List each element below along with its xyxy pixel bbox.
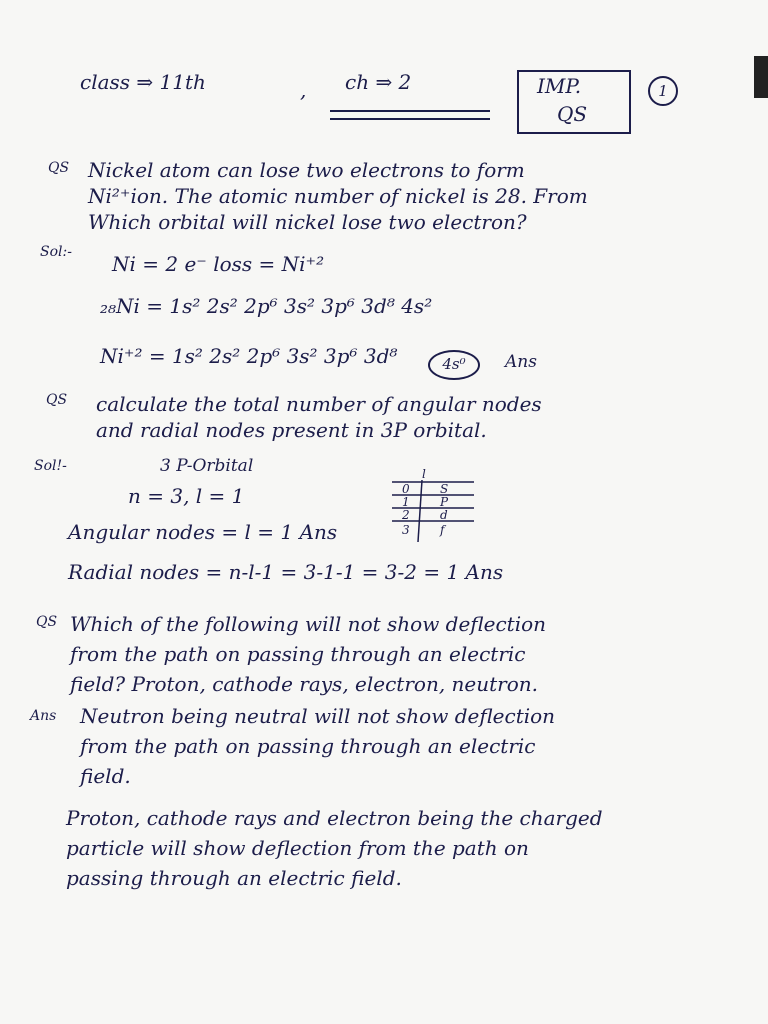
sol2-angular-nodes: Angular nodes = l = 1 Ans [68, 520, 338, 544]
table-orb-3: f [440, 523, 445, 537]
ans3-line-1: Neutron being neutral will not show deflection [80, 704, 556, 728]
sol1-line-1: Ni = 2 e⁻ loss = Ni⁺² [112, 252, 325, 276]
q2-line-2: and radial nodes present in 3P orbital. [96, 418, 487, 442]
circled-4s0-text: 4s⁰ [442, 355, 466, 373]
ans3-para2-line-2: particle will show deflection from the path on [66, 836, 529, 860]
sol2-radial-nodes: Radial nodes = n-l-1 = 3-1-1 = 3-2 = 1 Ans [68, 560, 504, 584]
ans3-para2-line-3: passing through an electric field. [66, 866, 402, 890]
question-mark-1: QS [48, 160, 70, 176]
chapter-label: ch ⇒ 2 [345, 70, 412, 94]
question-mark-2: QS [46, 392, 68, 408]
imp-label: IMP. [537, 74, 582, 98]
class-label: class ⇒ 11th [80, 70, 206, 94]
answer-mark-3: Ans [30, 708, 57, 724]
imp-qs-label: QS [557, 102, 588, 126]
q3-line-3: field? Proton, cathode rays, electron, neutron. [70, 672, 539, 696]
l-orbital-table [388, 466, 478, 546]
imp-box [517, 70, 631, 134]
sol2-orbital: 3 P-Orbital [160, 456, 254, 476]
sol2-quantum-numbers: n = 3, l = 1 [128, 484, 245, 508]
solution-mark-2: Sol!- [34, 458, 67, 474]
question-mark-3: QS [36, 614, 58, 630]
sol1-config-ni: ₂₈Ni = 1s² 2s² 2p⁶ 3s² 3p⁶ 3d⁸ 4s² [100, 294, 433, 318]
sol1-config-ni2: Ni⁺² = 1s² 2s² 2p⁶ 3s² 3p⁶ 3d⁸ [100, 344, 398, 368]
circled-4s0 [428, 350, 480, 380]
table-orb-0: S [440, 482, 449, 496]
table-orb-2: d [440, 508, 448, 522]
ans3-line-3: field. [80, 764, 131, 788]
ans3-para2-line-1: Proton, cathode rays and electron being the charged [66, 806, 603, 830]
table-l-2: 2 [402, 508, 410, 522]
q3-line-1: Which of the following will not show deflection [70, 612, 547, 636]
q1-line-2: Ni²⁺ion. The atomic number of nickel is 28. From [88, 184, 588, 208]
q2-line-1: calculate the total number of angular nodes [96, 392, 542, 416]
table-l-3: 3 [402, 523, 410, 537]
q3-line-2: from the path on passing through an electric [70, 642, 526, 666]
table-l-1: 1 [402, 495, 410, 509]
chapter-underline [330, 110, 490, 120]
ans3-line-2: from the path on passing through an electric [80, 734, 536, 758]
q1-line-3: Which orbital will nickel lose two electron? [88, 210, 527, 234]
header-separator: , [300, 78, 307, 102]
q1-line-1: Nickel atom can lose two electrons to form [88, 158, 525, 182]
table-header: l [422, 467, 426, 481]
solution-mark-1: Sol:- [40, 244, 72, 260]
table-orb-1: P [440, 495, 449, 509]
page-corner-mark [754, 56, 768, 98]
table-l-0: 0 [402, 482, 410, 496]
page-number-circle [648, 76, 678, 106]
sol1-answer-mark: Ans [505, 352, 537, 372]
page-number: 1 [658, 82, 668, 100]
